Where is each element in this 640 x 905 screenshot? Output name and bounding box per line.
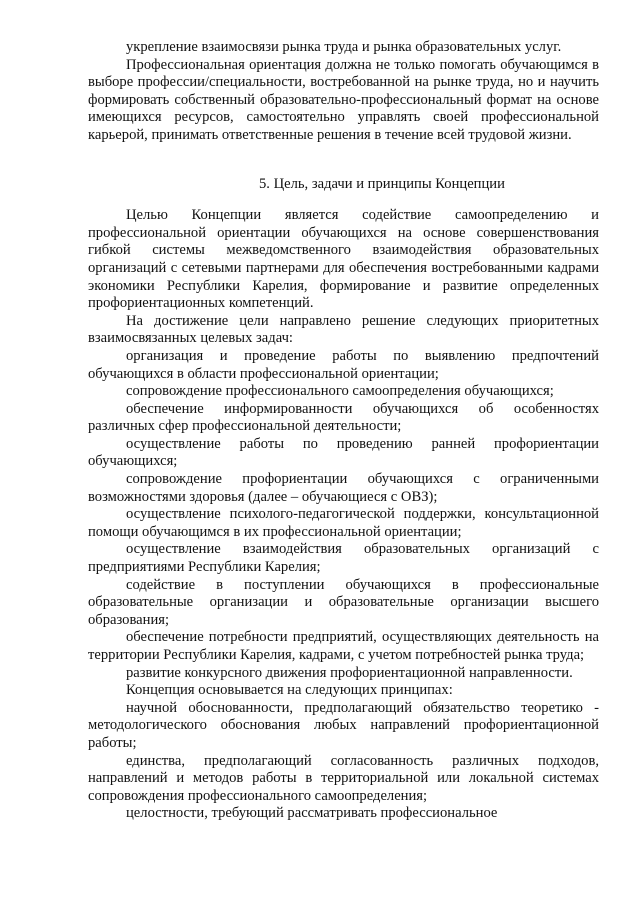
task-item: осуществление работы по проведению ранней профориентации обучающихся; bbox=[88, 435, 599, 470]
task-item: сопровождение профориентации обучающихся с ограниченными возможностями здоровья (далее – обучающиеся с ОВЗ); bbox=[88, 471, 599, 505]
paragraph-intro-2: Профессиональная ориентация должна не только помогать обучающимся в выборе профессии/специальности, востребованной на рынке труда, но и научить формировать собственный образовательно-профессиональный формат на основе имеющихся ресурсов, самостоятельно управлять своей профессиональной карьерой, принимать ответственные решения в течение всей трудовой жизни. bbox=[88, 56, 599, 143]
task-item: содействие в поступлении обучающихся в профессиональные образовательные организации и образовательные организации высшего образования; bbox=[88, 576, 599, 628]
section-spacer bbox=[88, 145, 599, 176]
principle-item: единства, предполагающий согласованность различных подходов, направлений и методов работы в территориальной или локальной системах сопровождения профессионального самоопределения; bbox=[88, 752, 599, 804]
task-item: развитие конкурсного движения профориентационной направленности. bbox=[126, 664, 573, 681]
principle-item: научной обоснованности, предполагающий обязательство теоретико - методологического обоснования любых направлений профориентационной работы; bbox=[88, 699, 599, 751]
paragraph-tasks-intro: На достижение цели направлено решение следующих приоритетных взаимосвязанных целевых задач: bbox=[88, 312, 599, 347]
section-spacer bbox=[88, 193, 599, 207]
paragraph-intro-1: укрепление взаимосвязи рынка труда и рынка образовательных услуг. bbox=[126, 39, 562, 55]
task-item: сопровождение профессионального самоопределения обучающихся; bbox=[126, 383, 554, 400]
paragraph-principles-intro: Концепция основывается на следующих принципах: bbox=[126, 682, 453, 699]
task-item: обеспечение потребности предприятий, осуществляющих деятельность на территории Республики Карелия, кадрами, с учетом потребностей рынка труда; bbox=[88, 629, 599, 663]
paragraph-goal: Целью Концепции является содействие самоопределению и профессиональной ориентации обучающихся на основе совершенствования гибкой системы межведомственного взаимодействия образовательных организаций с сетевыми партнерами для обеспечения востребованными кадрами экономики Республики Карелия, формирование и развитие определенных профориентационных компетенций. bbox=[88, 207, 599, 312]
section-heading: 5. Цель, задачи и принципы Концепции bbox=[259, 175, 505, 192]
task-item: обеспечение информированности обучающихся об особенностях различных сфер профессиональной деятельности; bbox=[88, 400, 599, 435]
document-page bbox=[88, 39, 599, 823]
principle-item: целостности, требующий рассматривать профессиональное bbox=[126, 805, 498, 822]
task-item: осуществление психолого-педагогической поддержки, консультационной помощи обучающимся в их профессиональной ориентации; bbox=[88, 506, 599, 540]
task-item: организация и проведение работы по выявлению предпочтений обучающихся в области профессиональной ориентации; bbox=[88, 347, 599, 382]
task-item: осуществление взаимодействия образовательных организаций с предприятиями Республики Карелия; bbox=[88, 541, 599, 576]
